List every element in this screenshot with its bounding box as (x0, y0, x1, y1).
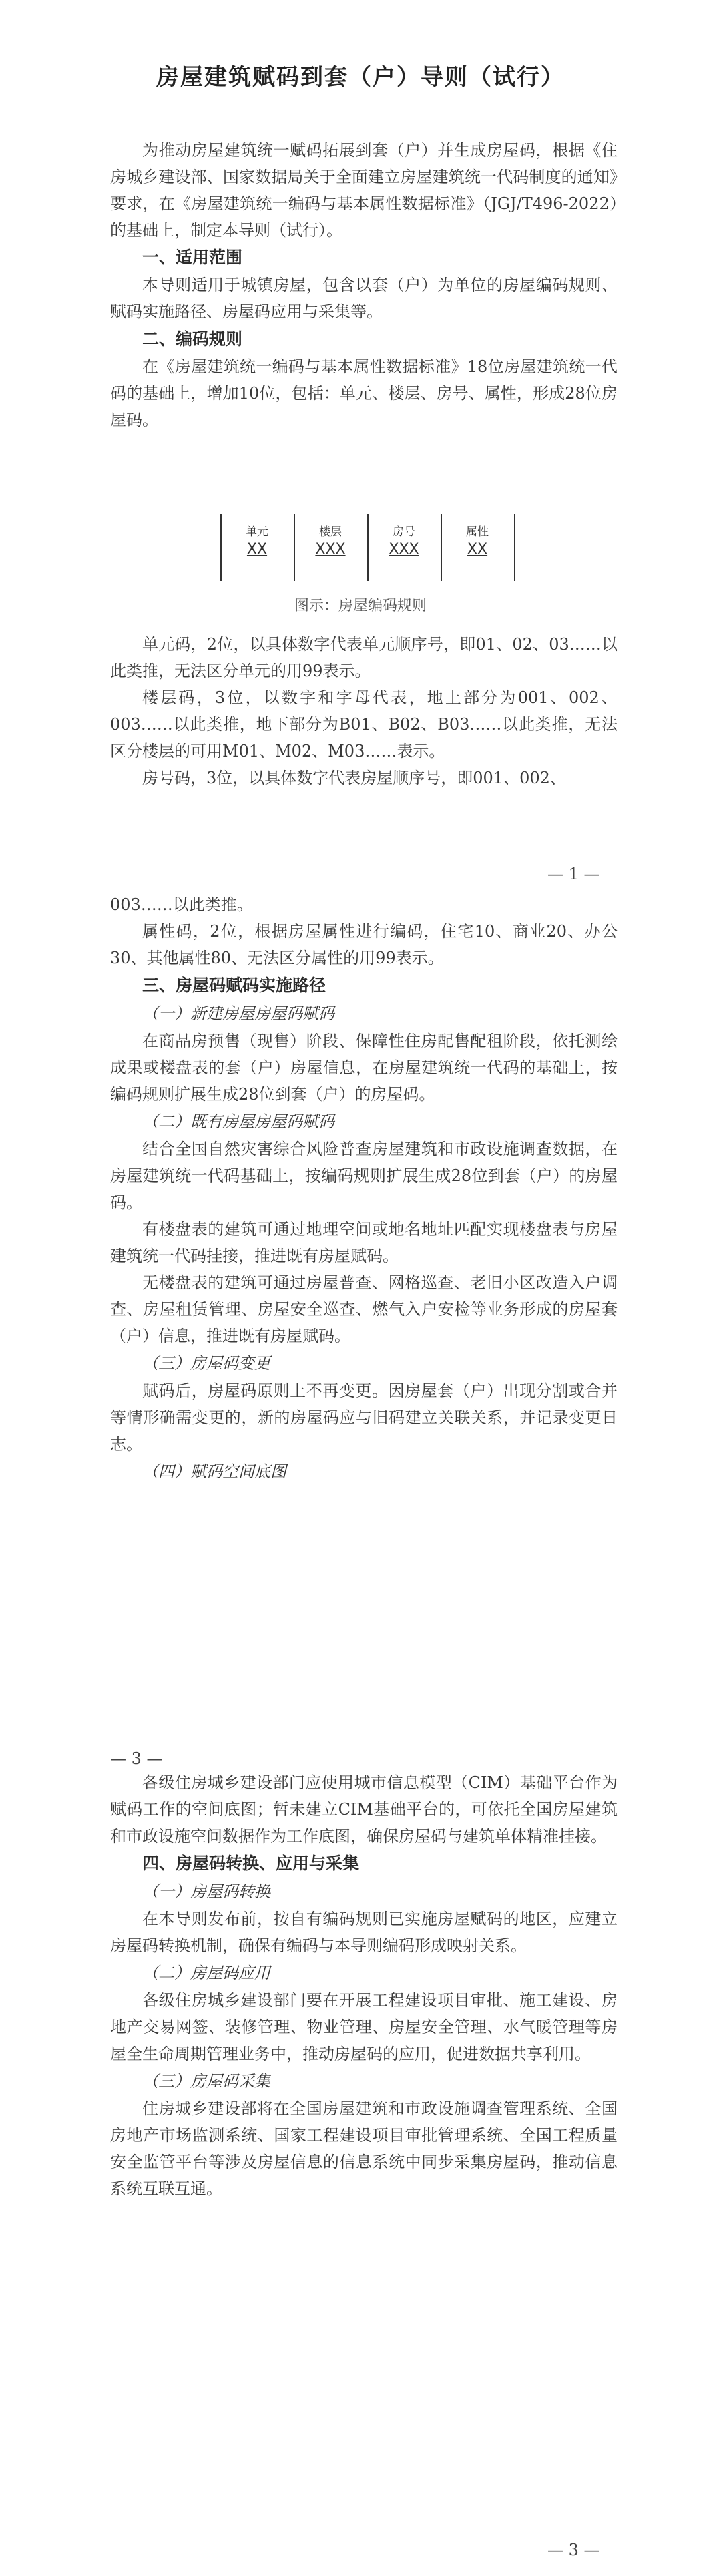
subsection-conversion: （一）房屋码转换 (142, 1882, 270, 1901)
segment-label: 房号 (393, 525, 415, 539)
section-heading-conversion: 四、房屋码转换、应用与采集 (142, 1854, 360, 1873)
diagram-segment-attribute (441, 514, 514, 581)
subsection-application: （二）房屋码应用 (142, 1964, 270, 1982)
scope-paragraph: 本导则适用于城镇房屋，包含以套（户）为单位的房屋编码规则、赋码实施路径、房屋码应用与采集等。 (110, 276, 618, 321)
segment-value: XXX (315, 541, 346, 558)
section-heading-scope: 一、适用范围 (142, 248, 243, 267)
diagram-segment-room (367, 514, 441, 581)
collection-paragraph: 住房城乡建设部将在全国房屋建筑和市政设施调查管理系统、全国房地产市场监测系统、国家工程建设项目审批管理系统、全国工程质量安全监管平台等涉及房屋信息的信息系统中同步采集房屋码，推动信息系统互联互通。 (110, 2099, 618, 2198)
segment-label: 属性 (466, 525, 489, 539)
page-number: — 3 — (110, 1749, 163, 1768)
rules-intro-paragraph: 在《房屋建筑统一编码与基本属性数据标准》18位房屋建筑统一代码的基础上，增加10位，包括：单元、楼层、房号、属性，形成28位房屋码。 (110, 357, 618, 429)
floor-code-paragraph: 楼层码，3位，以数字和字母代表，地上部分为001、002、003……以此类推，地下部分为B01、B02、B03……以此类推，无法区分楼层的可用M01、M02、M03……表示。 (110, 688, 618, 761)
segment-label: 单元 (246, 525, 268, 539)
code-structure-diagram (220, 514, 501, 581)
segment-label: 楼层 (319, 525, 342, 539)
subsection-base-map: （四）赋码空间底图 (142, 1462, 286, 1481)
new-houses-paragraph: 在商品房预售（现售）阶段、保障性住房配售配租阶段，依托测绘成果或楼盘表的套（户）房屋信息，在房屋建筑统一代码的基础上，按编码规则扩展生成28位到套（户）的房屋码。 (110, 1032, 618, 1104)
page2-body (110, 891, 618, 1486)
diagram-segment-unit (220, 514, 294, 581)
existing-houses-paragraph-2: 有楼盘表的建筑可通过地理空间或地名地址匹配实现楼盘表与房屋建筑统一代码挂接，推进既有房屋赋码。 (110, 1220, 618, 1265)
diagram-caption: 图示：房屋编码规则 (294, 598, 427, 614)
existing-houses-paragraph-1: 结合全国自然灾害综合风险普查房屋建筑和市政设施调查数据，在房屋建筑统一代码基础上，按编码规则扩展生成28位到套（户）的房屋码。 (110, 1140, 618, 1212)
base-map-paragraph: 各级住房城乡建设部门应使用城市信息模型（CIM）基础平台作为赋码工作的空间底图；暂未建立CIM基础平台的，可依托全国房屋建筑和市政设施空间数据作为工作底图，确保房屋码与建筑单体精准挂接。 (110, 1773, 618, 1846)
intro-paragraph: 为推动房屋建筑统一赋码拓展到套（户）并生成房屋码，根据《住房城乡建设部、国家数据局关于全面建立房屋建筑统一代码制度的通知》要求，在《房屋建筑统一编码与基本属性数据标准》（JGJ/T496-2022）的基础上，制定本导则（试行）。 (110, 141, 618, 240)
page-3 (0, 1739, 721, 2576)
code-change-paragraph: 赋码后，房屋码原则上不再变更。因房屋套（户）出现分割或合并等情形确需变更的，新的房屋码应与旧码建立关联关系，并记录变更日志。 (110, 1381, 618, 1454)
conversion-paragraph: 在本导则发布前，按自有编码规则已实施房屋赋码的地区，应建立房屋码转换机制，确保有编码与本导则编码形成映射关系。 (110, 1910, 618, 1955)
page-number: — 1 — (547, 865, 600, 883)
segment-value: XX (467, 541, 488, 558)
diagram-segment-floor (294, 514, 367, 581)
segment-value: XXX (389, 541, 419, 558)
attribute-code-paragraph: 属性码，2位，根据房屋属性进行编码，住宅10、商业20、办公30、其他属性80、无法区分属性的用99表示。 (110, 922, 618, 968)
page1-body-top (110, 137, 618, 433)
room-code-paragraph: 房号码，3位，以具体数字代表房屋顺序号，即001、002、 (142, 769, 566, 787)
page3-body (110, 1769, 618, 2202)
page-number: — 3 — (547, 2541, 600, 2559)
diagram-divider (514, 514, 515, 581)
section-heading-path: 三、房屋码赋码实施路径 (142, 976, 326, 995)
subsection-collection: （三）房屋码采集 (142, 2072, 270, 2091)
application-paragraph: 各级住房城乡建设部门要在开展工程建设项目审批、施工建设、房地产交易网签、装修管理、物业管理、房屋安全管理、水气暖管理等房屋全生命周期管理业务中，推动房屋码的应用，促进数据共享利用。 (110, 1991, 618, 2063)
existing-houses-paragraph-3: 无楼盘表的建筑可通过房屋普查、网格巡查、老旧小区改造入户调查、房屋租赁管理、房屋安全巡查、燃气入户安检等业务形成的房屋套（户）信息，推进既有房屋赋码。 (110, 1273, 618, 1345)
page-1 (0, 0, 721, 891)
page-2 (0, 891, 721, 1739)
document-title: 房屋建筑赋码到套（户）导则（试行） (156, 64, 565, 91)
subsection-existing-houses: （二）既有房屋房屋码赋码 (142, 1112, 334, 1131)
segment-value: XX (246, 541, 268, 558)
room-code-continued: 003……以此类推。 (110, 895, 253, 914)
unit-code-paragraph: 单元码，2位，以具体数字代表单元顺序号，即01、02、03……以此类推，无法区分单元的用99表示。 (110, 635, 618, 680)
subsection-code-change: （三）房屋码变更 (142, 1354, 270, 1373)
page1-body-bottom (110, 631, 618, 791)
subsection-new-houses: （一）新建房屋房屋码赋码 (142, 1004, 334, 1023)
section-heading-rules: 二、编码规则 (142, 329, 243, 349)
